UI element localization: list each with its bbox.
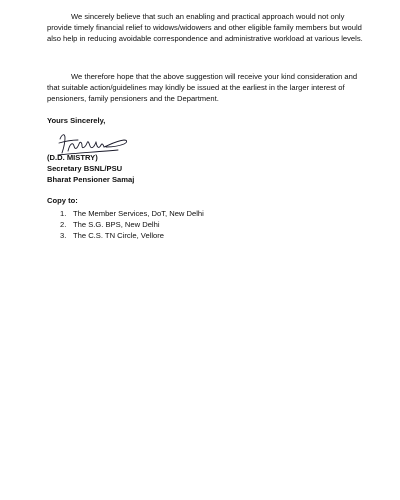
list-item [60,208,204,219]
signatory-designation: Secretary BSNL/PSU [47,164,123,173]
list-item [60,219,204,230]
list-item-number: 1. [60,209,67,218]
list-item-text: The S.G. BPS, New Delhi [73,220,160,229]
list-item-number: 3. [60,231,67,240]
closing-salutation: Yours Sincerely, [47,116,106,125]
list-item [60,230,204,241]
body-paragraph-2 [47,71,367,104]
list-item-text: The Member Services, DoT, New Delhi [73,209,204,218]
list-item-text: The C.S. TN Circle, Vellore [73,231,165,240]
signature-block [47,152,134,185]
body-paragraph-1-text: We sincerely believe that such an enabling and practical approach would not only provide timely financial relief to widows/widowers and other eligible family members but would also help in reducing avoidable correspondence and administrative workload at various levels. [47,12,363,43]
signatory-organization: Bharat Pensioner Samaj [47,175,135,184]
copy-to-heading: Copy to: [47,196,78,205]
list-item-number: 2. [60,220,67,229]
body-paragraph-2-text: We therefore hope that the above suggestion will receive your kind consideration and that suitable action/guidelines may kindly be issued at the earliest in the larger interest of pensioners, family pensioners and the Department. [47,72,358,103]
body-paragraph-1 [47,11,367,44]
signatory-name: (D.D. MISTRY) [47,153,98,162]
copy-to-list [60,208,204,241]
